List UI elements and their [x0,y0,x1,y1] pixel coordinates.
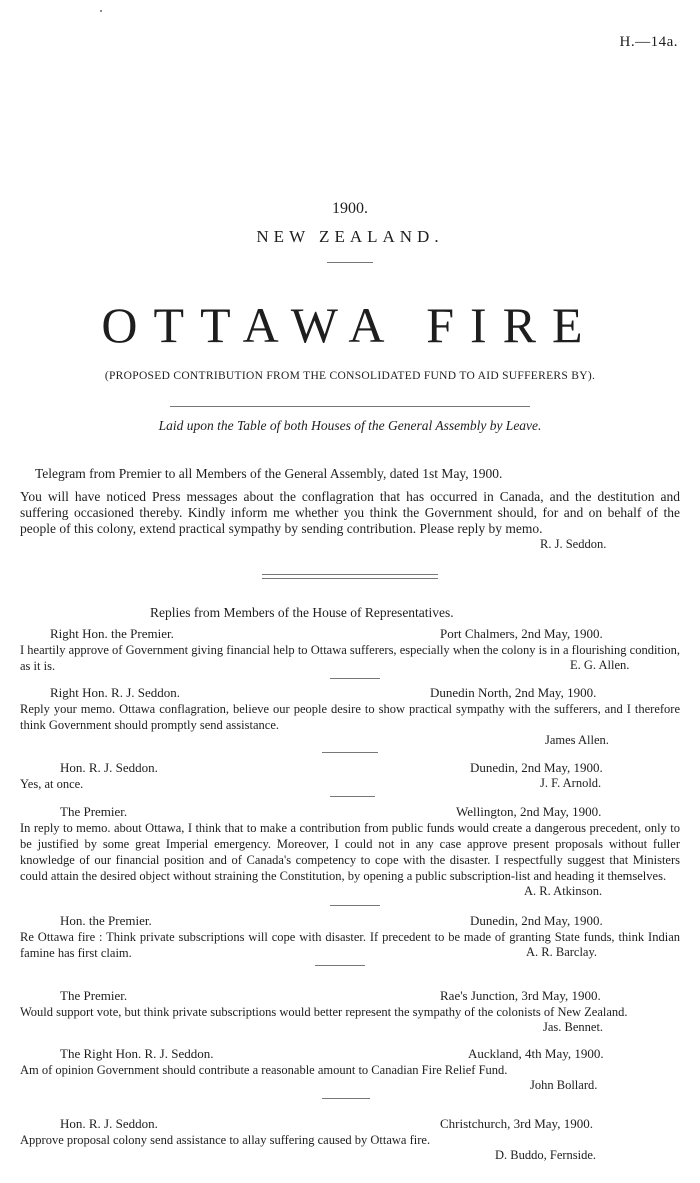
telegram-body [20,489,680,537]
reply-addressee: Right Hon. R. J. Seddon. [50,685,181,700]
divider-rule [170,406,530,407]
reply-separator [322,1098,370,1099]
reply-addressee: The Premier. [60,988,128,1003]
reply-body: Yes, at once. [20,777,84,791]
reply-separator [315,965,365,966]
reply-separator [322,752,378,753]
document-reference: H.—14a. [619,34,678,50]
reply-signature: A. R. Atkinson. [524,884,603,898]
reply-separator [330,678,380,679]
reply-addressee: Hon. R. J. Seddon. [60,760,158,775]
reply-body: Approve proposal colony send assistance to allay suffering caused by Ottawa fire. [20,1133,431,1147]
short-rule [327,262,373,263]
reply-signature: J. F. Arnold. [540,776,602,790]
double-rule-bottom [262,578,438,579]
reply-separator [330,905,380,906]
replies-heading: Replies from Members of the House of Representatives. [150,605,454,620]
reply-place-date: Dunedin, 2nd May, 1900. [470,913,603,928]
reply-body: Am of opinion Government should contribute a reasonable amount to Canadian Fire Relief Fund. [20,1063,508,1077]
ink-speck [100,10,102,12]
reply-body: I heartily approve of Government giving financial help to Ottawa sufferers, especially when the colony is in a flourishing condition, as it is. [20,643,680,673]
reply-separator [330,796,375,797]
reply-signature: D. Buddo, Fernside. [495,1148,597,1162]
reply-addressee: The Right Hon. R. J. Seddon. [60,1046,214,1061]
reply-body: In reply to memo. about Ottawa, I think that to make a contribution from public funds would create a dangerous precedent, only to be justified by some great Imperial emergency. Moreover, I could not in any case approve present proposals without fuller knowledge of our financial position and of Canada's competency to cope with the disaster. I respectfully suggest that Ministers could attain the desired object without straining the Constitution, by opening a public subscription-list and heading it themselves. [20,821,680,883]
document-title: OTTAWA FIRE [101,297,599,353]
telegram-body-text: You will have noticed Press messages about the conflagration that has occurred in Canada, and the destitution and suffering occasioned thereby. Kindly inform me whether you think the Government should, for and on behalf of the people of this colony, extend practical sympathy by sending contribution. Please reply by memo. [20,489,680,536]
reply-place-date: Dunedin North, 2nd May, 1900. [430,685,597,700]
telegram-signature: R. J. Seddon. [540,537,607,551]
reply-signature: A. R. Barclay. [526,945,598,959]
reply-body: Re Ottawa fire : Think private subscriptions will cope with disaster. If precedent to be made of granting State funds, think Indian famine has first claim. [20,930,680,960]
reply-place-date: Port Chalmers, 2nd May, 1900. [440,626,603,641]
laid-notice: Laid upon the Table of both Houses of the General Assembly by Leave. [158,418,542,433]
reply-signature: James Allen. [545,733,609,747]
reply-place-date: Wellington, 2nd May, 1900. [456,804,602,819]
year: 1900. [332,200,368,217]
reply-body: Would support vote, but think private subscriptions would better represent the sympathy of the colonists of New Zealand. [20,1005,628,1019]
reply-addressee: Hon. the Premier. [60,913,152,928]
reply-body: Reply your memo. Ottawa conflagration, believe our people desire to show practical sympathy with the sufferers, and I therefore think Government should promptly send assistance. [20,702,680,732]
reply-place-date: Auckland, 4th May, 1900. [468,1046,604,1061]
reply-addressee: Right Hon. the Premier. [50,626,174,641]
document-subtitle: (PROPOSED CONTRIBUTION FROM THE CONSOLIDATED FUND TO AID SUFFERERS BY). [104,370,596,382]
reply-addressee: Hon. R. J. Seddon. [60,1116,158,1131]
reply-signature: John Bollard. [530,1078,598,1092]
double-rule-top [262,574,438,575]
telegram-heading: Telegram from Premier to all Members of the General Assembly, dated 1st May, 1900. [35,466,503,481]
reply-place-date: Christchurch, 3rd May, 1900. [440,1116,593,1131]
reply-place-date: Dunedin, 2nd May, 1900. [470,760,603,775]
reply-addressee: The Premier. [60,804,128,819]
reply-signature: Jas. Bennet. [543,1020,604,1034]
reply-place-date: Rae's Junction, 3rd May, 1900. [440,988,601,1003]
country-heading: NEW ZEALAND. [256,227,444,246]
reply-signature: E. G. Allen. [570,658,630,672]
